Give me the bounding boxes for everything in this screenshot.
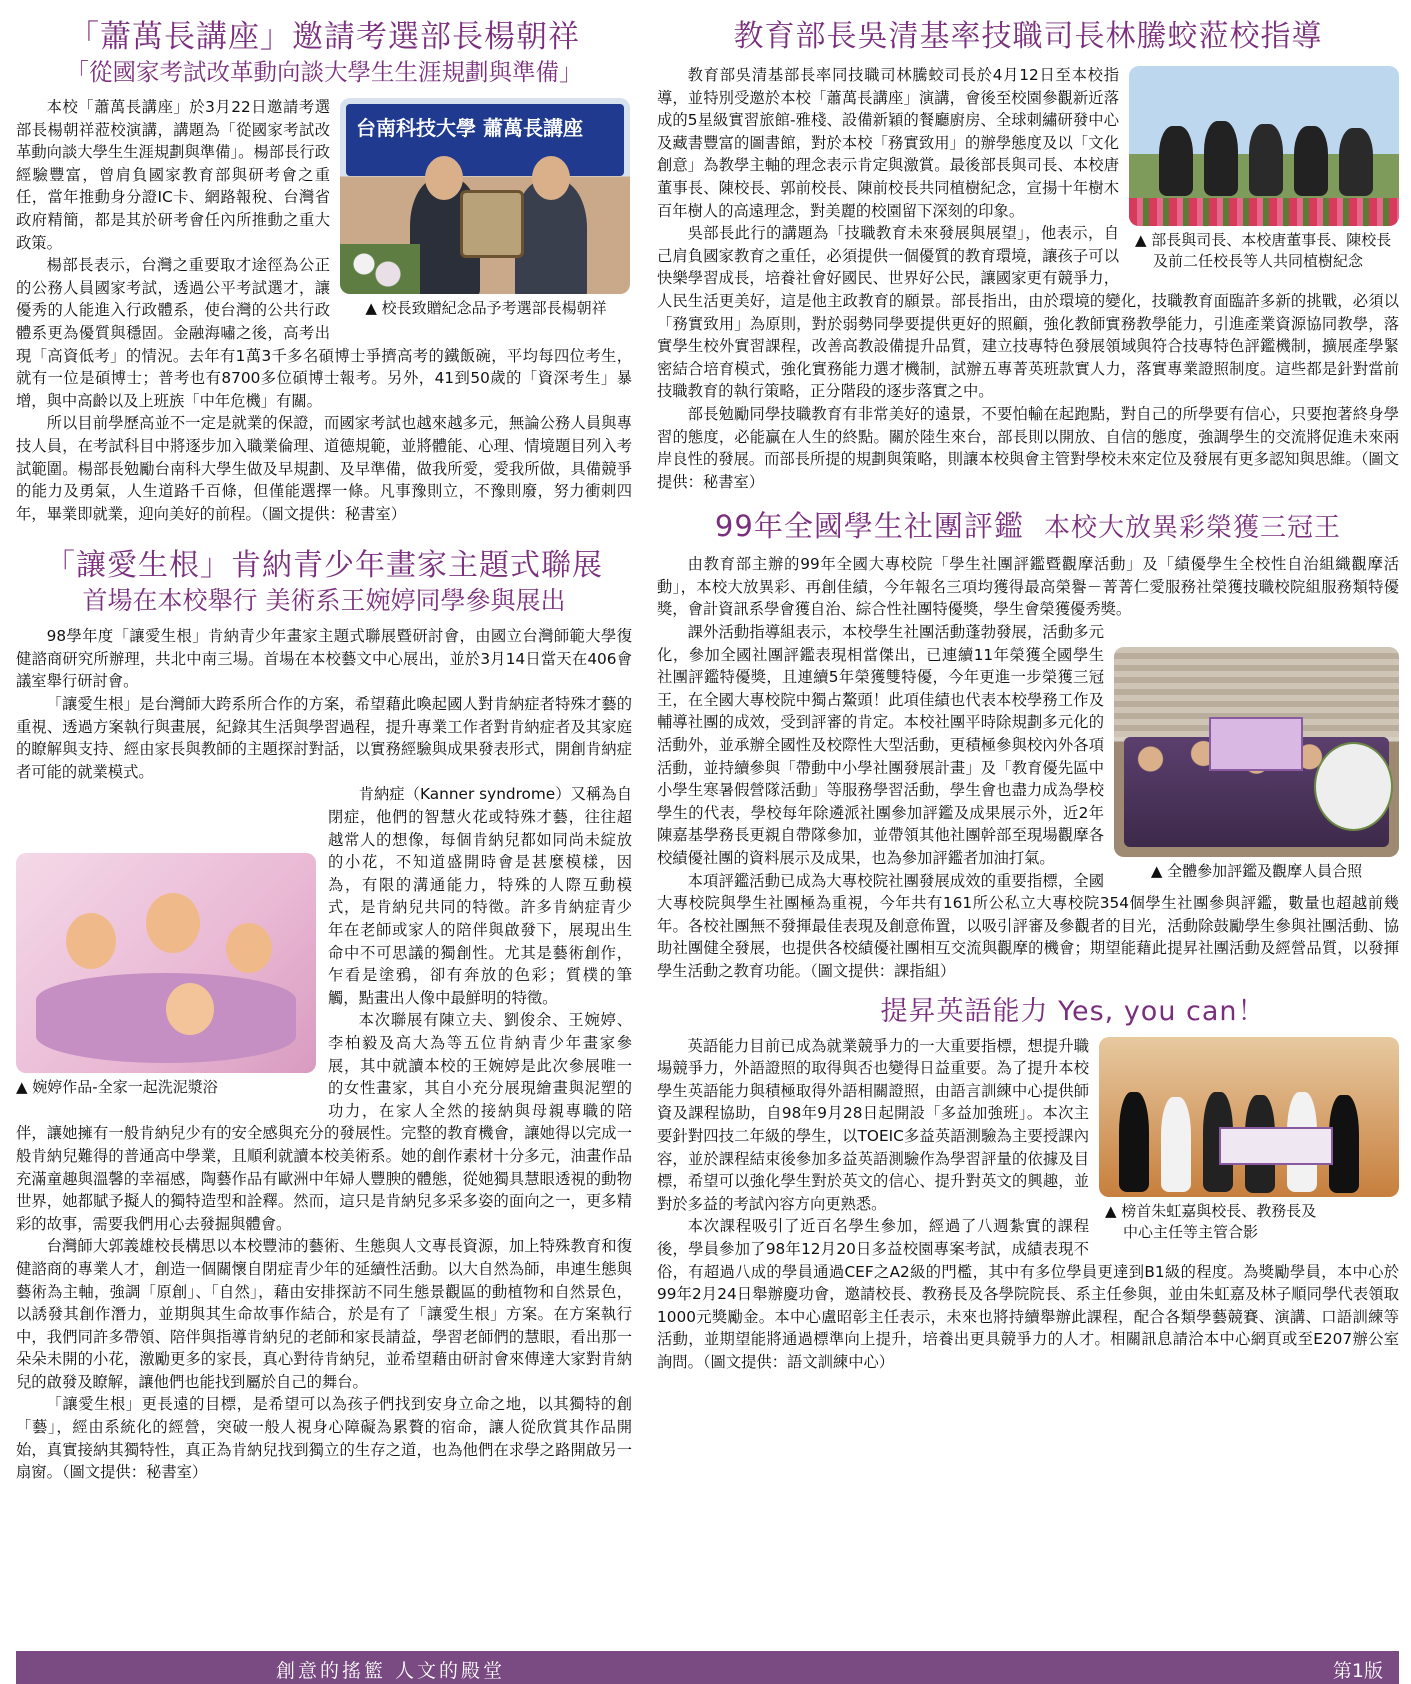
english-figure [1099,1037,1399,1243]
caption-line: 中心主任等主管合影 [1123,1222,1259,1241]
club-banner [1314,742,1393,831]
english-photo [1099,1037,1399,1197]
flower-bed [1129,198,1399,226]
person [1339,128,1373,196]
paragraph: 98學年度「讓愛生根」肯納青少年畫家主題式聯展暨研討會，由國立台灣師範大學復健諮商研究所辦理，共北中南三場。首場在本校藝文中心展出，並於3月14日當天在406會議室舉行研討會。 [16,627,632,691]
caption-line: 及前二任校長等人共同植樹紀念 [1153,252,1364,270]
article-subtitle: 首場在本校舉行 美術系王婉婷同學參與展出 [82,586,566,616]
person [1159,126,1193,196]
clubs-figure [1114,647,1399,882]
left-column [16,18,632,1484]
caption-line: ▲ 榜首朱虹嘉與校長、教務長及 [1105,1201,1317,1220]
award-board [1219,1127,1333,1165]
paragraph: 台灣師大郭義雄校長構思以本校豐沛的藝術、生態與人文專長資源，加上特殊教育和復健諮商的專業人才，創造一個關懷自閉症青少年的延續性活動。以大自然為師，串連生態與藝術為主軸，強調「原創」、「自然」，藉由安排探訪不同生態景觀區的動植物和自然景色，以誘發其創作潛力，並期與其生命故事作結合，於是有了「讓愛生根」方案。在方案執行中，我們同許多帶領、陪伴與指導肯納兒的老師和家長請益，學習老師們的慧眼，看出那一朵朵未開的小花，激勵更多的家長，真心對待肯納兒，並希望藉由研討會來傳達大家對肯納兒的啟發及瞭解，讓他們也能找到屬於自己的舞台。 [16,1237,632,1391]
person [1329,1095,1359,1193]
page-footer [16,1651,1399,1684]
figure-head [66,913,116,969]
person [1249,124,1283,196]
paragraph: 本次聯展有陳立夫、劉俊余、王婉婷、李柏毅及高大為等五位肯納青少年畫家參展，其中就讀本校的王婉婷是此次參展唯一的女性畫家，其自小充分展現繪畫與泥塑的功力，在家人全然的接納與母親專職的陪伴，讓她擁有一般肯納兒少有的安全感與充分的發展性。完整的教育機會，讓她得以完成一般肯納兒難得的普通高中學業，且順利就讀本校美術系。她的創作素材十分多元，油畫作品充滿童趣與溫馨的幸福感，陶藝作品有歐洲中年婦人豐腴的體態，從她獨具慧眼透視的動物世界，她都賦予擬人的獨特造型和詮釋。然而，這只是肯納兒多采多姿的面向之一，更多精彩的故事，需要我們用心去發掘與體會。 [16,1011,632,1233]
title-part2: 本校大放異彩榮獲三冠王 [1044,513,1342,544]
paragraph: 教育部吳清基部長率同技職司林騰蛟司長於4月12日至本校指導，並特別受邀於本校「蕭萬長講座」演講，會後至校園參觀新近落成的5星級實習旅館-雅棧、設備新穎的餐廳廚房、全球刺繡研發中心及藏書豐富的圖書館，對於本校「務實致用」的辦學態度及以「文化創意」為教學主軸的理念表示肯定與激賞。最後部長與司長、本校唐董事長、陳校長、郭前校長、陳前校長共同植樹紀念，宣揚十年樹木百年樹人的高遠理念，對美麗的校園留下深刻的印象。 [657,66,1119,220]
painting-figure [16,853,316,1098]
article-autism [16,547,632,1484]
plaque [460,190,524,258]
caption-line: ▲ 部長與司長、本校唐董事長、陳校長 [1135,231,1392,249]
article-title: 提昇英語能力 Yes, you can！ [880,995,1266,1027]
paragraph: 本項評鑑活動已成為大專校院社團發展成效的重要指標，全國大專校院與學生社團極為重視，今年共有161所公私立大專校院354個學生社團參與評鑑，數量也超越前幾年。各校社團無不發揮最佳表現及創意佈置，以吸引評審及參觀者的目光，活動除鼓勵學生參與社團活動、協助社團健全發展，也提供各校績優社團相互交流與觀摩的機會；期望能藉此提昇社團活動及經營品質，以發揮學生活動之教育功能。（圖文提供：課指組） [657,871,1399,980]
right-column [657,18,1399,1373]
lecture-photo [340,98,630,294]
paragraph: 本次課程吸引了近百名學生參加，經過了八週紮實的課程後，學員參加了98年12月20日多益校園專案考試，成績表現不俗，有超過八成的學員通過CEF之A2級的門檻，其中有多位學員更達到B1級的程度。為獎勵學員，本中心於99年2月24日舉辦慶功會，邀請校長、教務長及各學院院長、系主任參與，並由朱虹嘉及林子順同學代表領取1000元獎勵金。本中心盧昭彰主任表示，未來也將持續舉辦此課程，配合各類學藝競賽、演講、口語訓練等活動，並期望能將通過標準向上提升，培養出更具競爭力的人才。相關訊息請洽本中心網頁或至E207辦公室詢問。（圖文提供：語文訓練中心） [657,1217,1399,1371]
article-subtitle: 「從國家考試改革動向談大學生生涯規劃與準備」 [65,58,583,86]
tub [36,973,296,1063]
lecture-caption: ▲ 校長致贈紀念品予考選部長楊朝祥 [365,299,607,317]
paragraph: 部長勉勵同學技職教育有非常美好的遠景，不要怕輸在起跑點，對自己的所學要有信心，只要抱著終身學習的態度，必能贏在人生的終點。關於陸生來台，部長則以開放、自信的態度，強調學生的交流將促進未來兩岸良性的發展。而部長所提的規劃與策略，則讓本校與會主管對學校未來定位及發展有更多認知與思維。（圖文提供：秘書室） [657,404,1399,491]
person-head [532,156,570,200]
minister-figure [1129,66,1399,272]
paragraph: 肯納症（Kanner syndrome）又稱為自閉症，他們的智慧火花或特殊才藝，往往超越常人的想像，每個肯納兒都如同尚未綻放的小花，不知道盛開時會是甚麼模樣，因為，有限的溝通能力，特殊的人際互動模式，是肯納兒共同的特徵。許多肯納症青少年在老師或家人的陪伴與啟發下，展現出生命中不可思議的獨創性。尤其是藝術創作，乍看是塗鴉，卻有奔放的色彩；質樸的筆觸，點畫出人像中最鮮明的特徵。 [328,785,632,1007]
paragraph: 課外活動指導組表示，本校學生社團活動蓬勃發展，活動多元化，參加全國社團評鑑表現相當傑出，已連續11年榮獲全國學生社團評鑑特優獎，且連續5年榮獲雙特優，今年更進一步榮獲三冠王，在全國大專校院中獨占鰲頭！此項佳績也代表本校學務工作及輔導社團的成效，受到評審的肯定。本校社團平時除規劃多元化的活動外，並承辦全國性及校際性大型活動，更積極參與校內外各項活動，並持續參與「帶動中小學社團發展計畫」及「教育優先區中小學生寒暑假營隊活動」等服務學習活動，學生會也盡力成為學校學生的代表，學校每年除遴派社團參加評鑑及成果展示外，近2年陳嘉基學務長更親自帶隊參加，並帶領其他社團幹部至現場觀摩各校績優社團的資料展示及成果，也為參加評鑑者加油打氣。 [657,623,1104,867]
article-title: 教育部長吳清基率技職司長林騰蛟蒞校指導 [733,19,1323,54]
article-english [657,993,1399,1374]
paragraph: 吳部長此行的講題為「技職教育未來發展與展望」，他表示，自己肩負國家教育之重任，必須提供一個優質的教育環境，讓孩子可以快樂學習成長，培養社會好國民、世界好公民，讓國家更有競爭力，人民生活更美好，這是他主政教育的願景。部長指出，由於環境的變化，技職教育面臨許多新的挑戰，必須以「務實致用」為原則，對於弱勢同學要提供更好的照顧，強化教師實務教學能力，引進產業資源協同教學，落實學生校外實習課程，改善高教設備提升品質，建立技專特色發展領域與符合技專特色評鑑機制，擴展產學緊密結合培育模式，強化實務能力選才機制，試辦五專菁英班款實人力，落實專業證照制度。這些都是針對當前技職教育的執行策略，正分階段的逐步落實之中。 [657,224,1399,401]
person [1161,1097,1191,1192]
lecture-figure [340,98,632,319]
figure-head [146,893,200,953]
minister-caption [1129,230,1399,272]
paragraph: 英語能力目前已成為就業競爭力的一大重要指標，想提升職場競爭力，外語證照的取得與否也變得日益重要。為了提升本校學生英語能力與積極取得外語相關證照，由語言訓練中心提供師資及課程協助，自98年9月28日起開設「多益加強班」。本次主要針對四技二年級的學生，以TOEIC多益英語測驗為主要授課內容，並於課程結束後參加多益英語測驗作為學習評量的依據及目標，希望可以強化學生對於英文的信心、提升對英文的興趣，並對於多益的考試內容方向更熟悉。 [657,1036,1089,1213]
title-main: 99年全國學生社團評鑑 [714,509,1024,544]
banner [346,104,624,176]
person-head [425,156,463,200]
article-minister [657,18,1399,493]
paragraph: 本校「蕭萬長講座」於3月22日邀請考選部長楊朝祥蒞校演講，講題為「從國家考試改革動向談大學生生涯規劃與準備」。楊部長行政經驗豐富，曾肩負國家教育部與研考會之重任，當年推動身分證IC卡、網路報稅、台灣省政府精簡，都是其於研考會任內所推動之重大政策。 [16,98,330,252]
figure-head [226,923,272,973]
person [1119,1092,1149,1192]
banner-text: 台南科技大學 蕭萬長講座 [356,116,583,140]
footer-motto: 創意的搖籃 人文的殿堂 [276,1660,506,1682]
paragraph: 所以目前學歷高並不一定是就業的保證，而國家考試也越來越多元，無論公務人員與專技人員，在考試科目中將逐步加入職業倫理、道德規範，並將體能、心理、情境題目列入考試範圍。楊部長勉勵台南科大學生做及早規劃、及早準備，做我所愛，愛我所做，具備競爭的能力及勇氣，人生道路千百條，但僅能選擇一條。凡事豫則立，不豫則廢，努力衝刺四年，畢業即就業，迎向美好的前程。（圖文提供：秘書室） [16,414,632,523]
person [1294,126,1328,196]
english-caption [1099,1201,1399,1243]
article-lecture [16,18,632,525]
painting-photo [16,853,316,1073]
person [1204,121,1238,196]
club-banner [1209,717,1303,771]
paragraph: 「讓愛生根」是台灣師大跨系所合作的方案，希望藉此喚起國人對肯納症者特殊才藝的重視、透過方案執行與畫展，紀錄其生活與學習過程，提升專業工作者對肯納症者及其家庭的瞭解與支持、經由家長與教師的主題探討對話，以實務經驗與成果發表形式，開創肯納症者可能的就業模式。 [16,695,632,781]
paragraph: 「讓愛生根」更長遠的目標，是希望可以為孩子們找到安身立命之地，以其獨特的創「藝」，經由系統化的經營，突破一般人視身心障礙為累贅的宿命，讓人從欣賞其作品開始，真實接納其獨特性，真正為肯納兒找到獨立的生存之道，也為他們在求學之路開啟另一扇窗。（圖文提供：秘書室） [16,1395,632,1482]
paragraph: 楊部長表示，台灣之重要取才途徑為公正的公務人員國家考試，透過公平考試選才，讓優秀的人能進入行政體系，使台灣的公共行政體系更為優質與穩固。金融海嘯之後，高考出現「高資低考」的情況。去年有1萬3千多名碩博士爭擠高考的鐵飯碗，平均每四位考生，就有一位是碩博士；普考也有8700多位碩博士報考。另外，41到50歲的「資深考生」暴增，與中高齡以及上班族「中年危機」有關。 [16,256,632,410]
clubs-photo [1114,647,1399,857]
article-title [657,507,1399,547]
page-number: 第1版 [1332,1660,1383,1682]
clubs-caption: ▲ 全體參加評鑑及觀摩人員合照 [1150,862,1363,881]
flowers [340,244,420,294]
painting-caption: ▲ 婉婷作品-全家一起洗泥漿浴 [16,1078,218,1097]
article-title: 「蕭萬長講座」邀請考選部長楊朝祥 [68,19,580,55]
minister-photo [1129,66,1399,226]
article-clubs [657,507,1399,982]
article-title: 「讓愛生根」肯納青少年畫家主題式聯展 [45,548,603,584]
paragraph: 由教育部主辦的99年全國大專校院「學生社團評鑑暨觀摩活動」及「績優學生全校性自治組織觀摩活動」，本校大放異彩、再創佳績，今年報名三項均獲得最高榮譽－菁菁仁愛服務社榮獲技職校院組服務類特優獎，會計資訊系學會獲自治、綜合性社團特優獎，學生會榮獲優秀獎。 [657,555,1399,619]
